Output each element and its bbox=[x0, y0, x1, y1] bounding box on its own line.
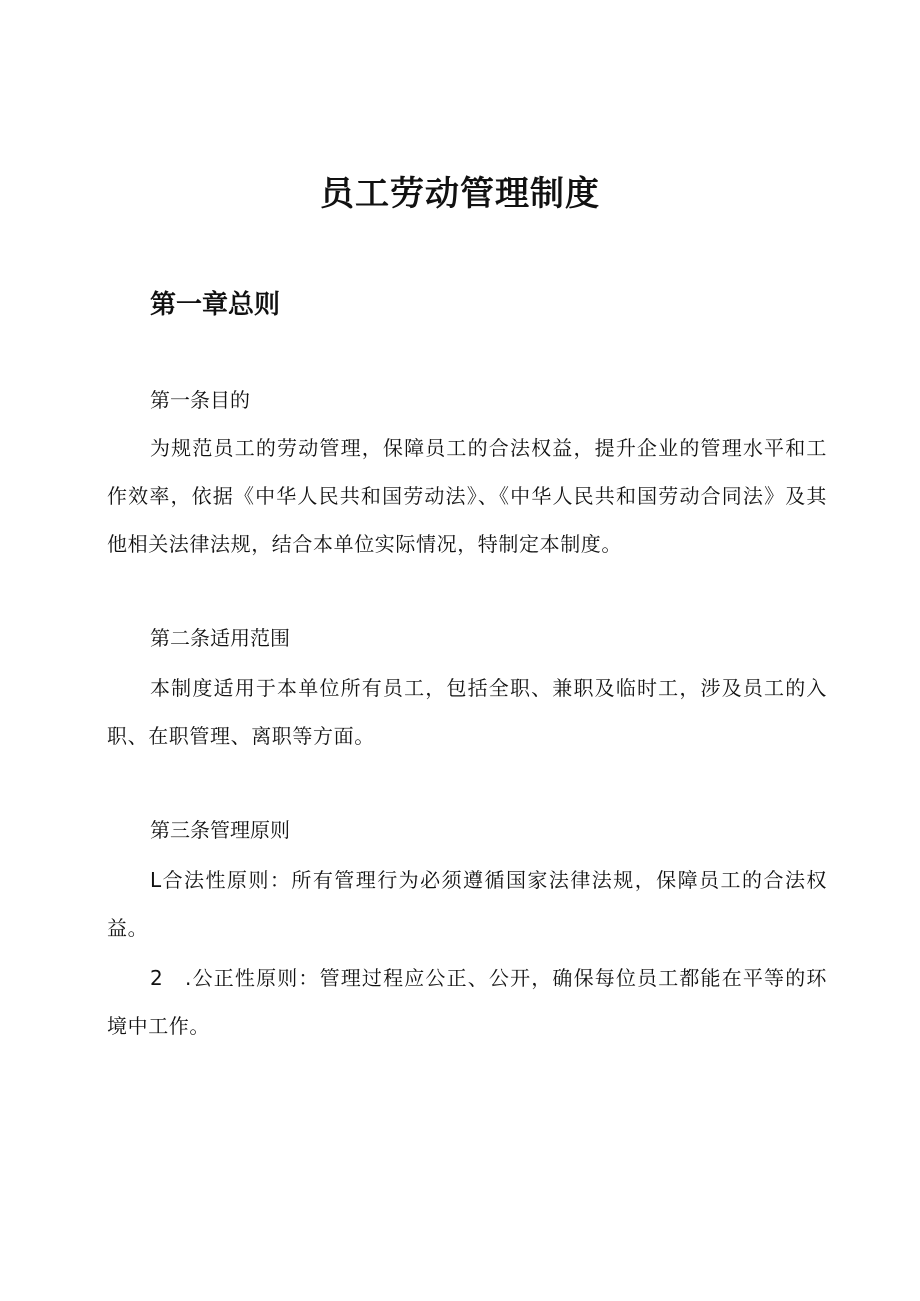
article-1-heading: 第一条目的 bbox=[150, 388, 250, 412]
article-2-heading: 第二条适用范围 bbox=[150, 626, 290, 650]
article-3-heading: 第三条管理原则 bbox=[150, 818, 290, 842]
article-3-principle-2: 2 .公正性原则：管理过程应公正、公开，确保每位员工都能在平等的环境中工作。 bbox=[107, 966, 827, 1038]
chapter-title: 第一章总则 bbox=[150, 290, 281, 320]
article-2-paragraph: 本制度适用于本单位所有员工，包括全职、兼职及临时工，涉及员工的入职、在职管理、离职等方面。 bbox=[107, 676, 827, 748]
article-1-paragraph: 为规范员工的劳动管理，保障员工的合法权益，提升企业的管理水平和工作效率，依据《中华人民共和国劳动法》、《中华人民共和国劳动合同法》及其他相关法律法规，结合本单位实际情况，特制定本制度。 bbox=[107, 436, 827, 556]
document-title: 员工劳动管理制度 bbox=[320, 174, 600, 214]
article-3-principle-1: L合法性原则：所有管理行为必须遵循国家法律法规，保障员工的合法权益。 bbox=[107, 868, 827, 940]
